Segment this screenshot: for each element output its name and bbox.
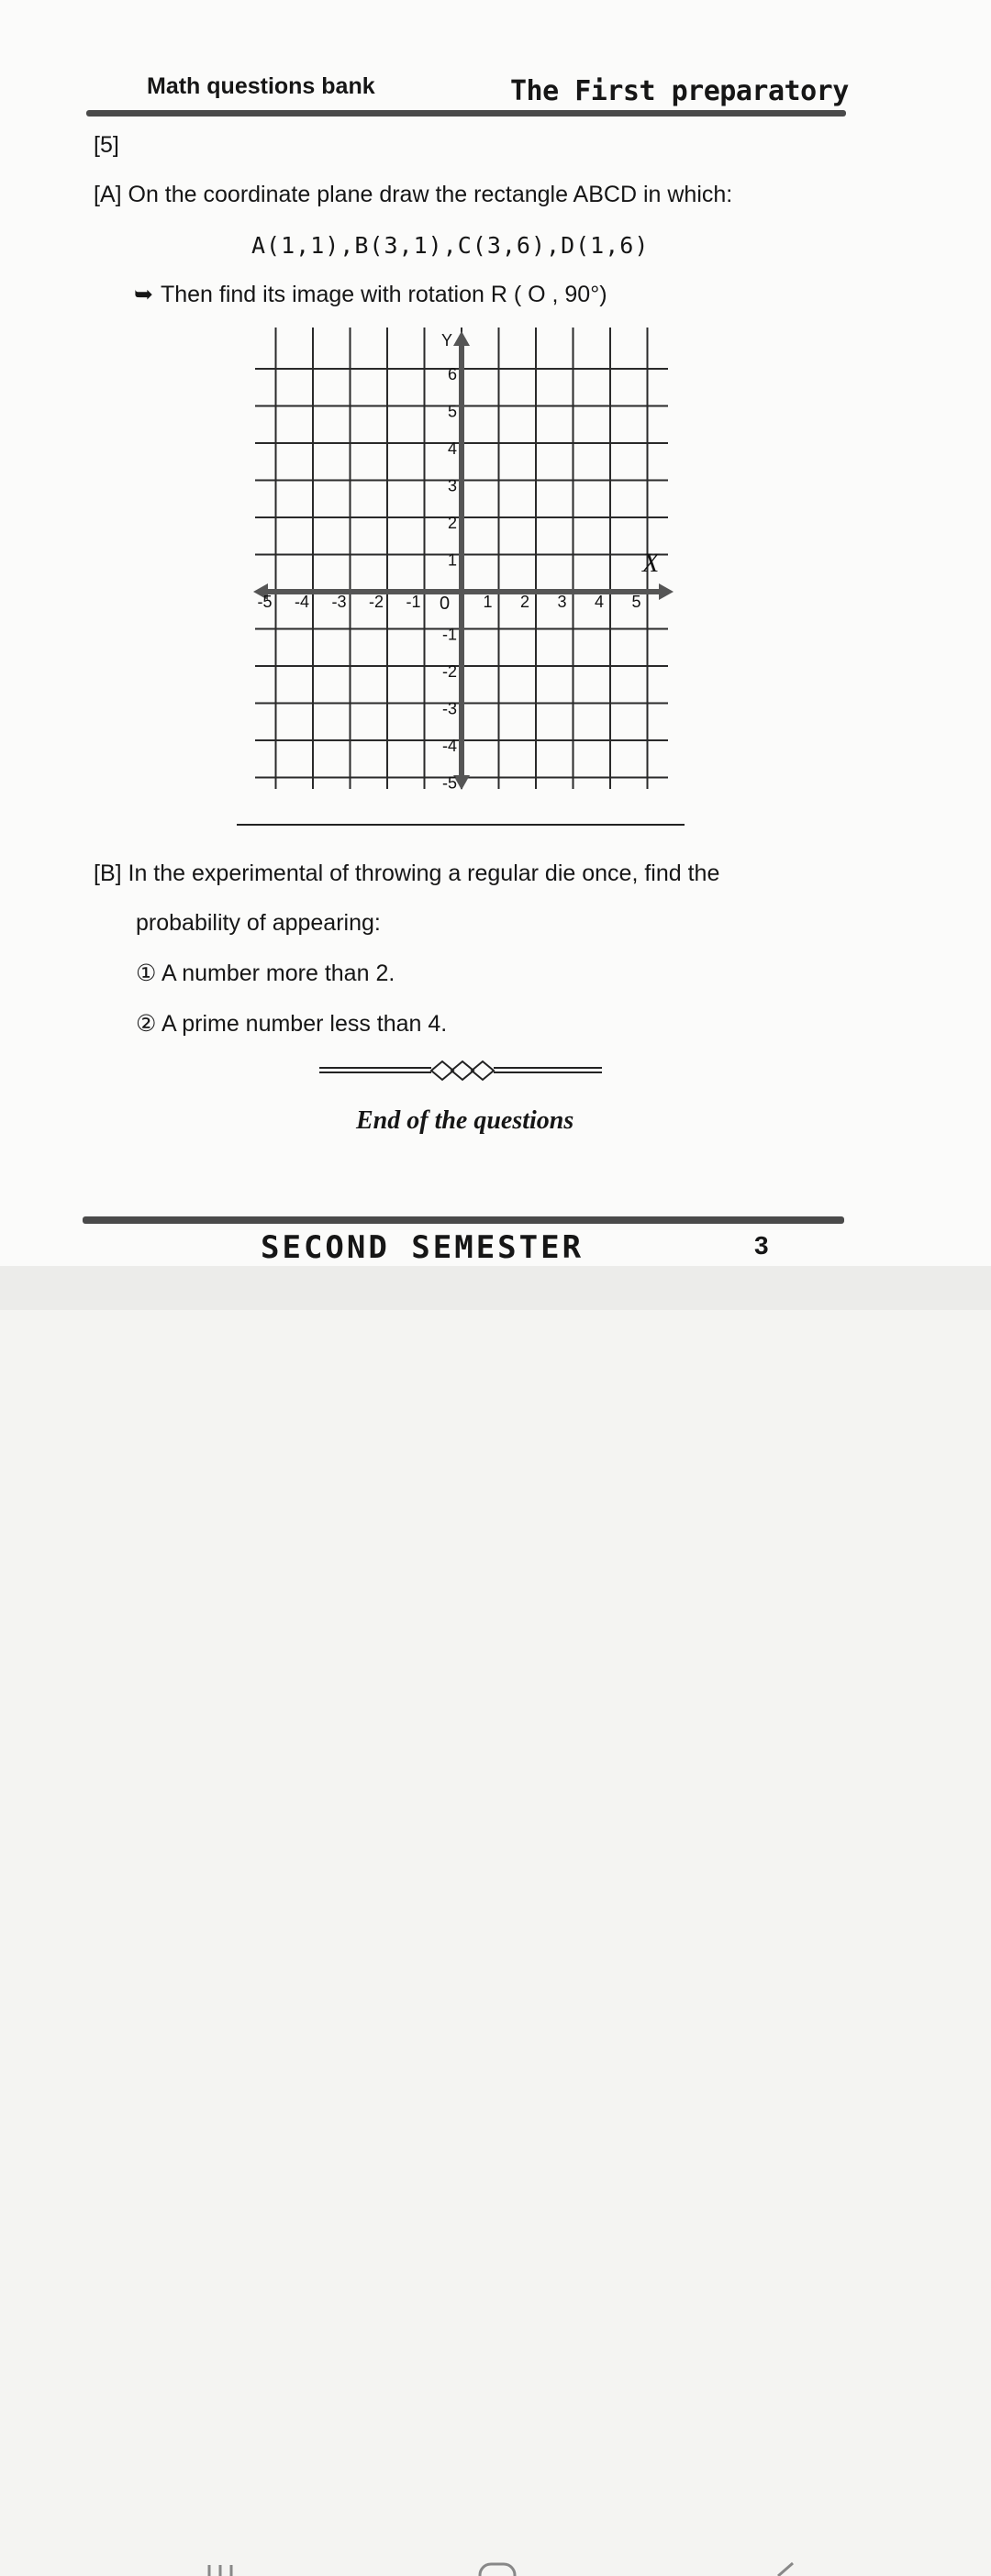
x-tick-label: 1: [483, 593, 493, 611]
footer-rule: [83, 1216, 844, 1224]
system-navigation-bar: [0, 1266, 991, 1310]
x-tick-label: -2: [368, 593, 384, 611]
rotation-text: Then find its image with rotation R ( O , 90°): [160, 282, 607, 307]
y-tick-label: 2: [447, 514, 457, 532]
separator-line: [237, 824, 685, 826]
end-of-questions: End of the questions: [356, 1106, 574, 1135]
y-tick-labels: [442, 365, 457, 793]
y-tick-label: -4: [441, 737, 457, 755]
rectangle-points: A(1,1),B(3,1),C(3,6),D(1,6): [251, 232, 650, 259]
probability-item-1: ① A number more than 2.: [136, 960, 395, 986]
header-left: Math questions bank: [147, 73, 375, 99]
x-axis-label: X: [642, 548, 660, 578]
document-page: [0, 0, 991, 1266]
recent-apps-icon[interactable]: [204, 2561, 240, 2576]
x-tick-label: -5: [257, 593, 273, 611]
coordinate-plane: [248, 326, 679, 794]
x-tick-label: 4: [594, 593, 605, 611]
home-icon[interactable]: [477, 2561, 518, 2576]
y-axis-arrow-up: [453, 331, 470, 346]
question-part-b: [B] In the experimental of throwing a regular die once, find the: [94, 861, 720, 886]
origin-label: 0: [440, 594, 451, 614]
probability-item-2: ② A prime number less than 4.: [136, 1011, 448, 1037]
y-tick-label: -3: [441, 699, 457, 718]
hand-pointer-icon: ➥: [134, 282, 153, 307]
y-tick-label: 5: [447, 402, 457, 421]
x-axis-arrow-right: [659, 583, 674, 600]
y-axis-label: Y: [441, 331, 453, 350]
y-tick-label: 6: [447, 365, 457, 383]
rotation-instruction: [134, 281, 607, 308]
y-tick-label: -1: [441, 625, 457, 644]
footer-title: SECOND SEMESTER: [261, 1229, 585, 1266]
x-tick-label: 2: [519, 593, 530, 611]
question-part-a: [A] On the coordinate plane draw the rectangle ABCD in which:: [94, 182, 733, 207]
x-tick-label: -1: [406, 593, 421, 611]
question-number: [5]: [94, 132, 119, 158]
ornament-divider: [319, 1057, 604, 1084]
x-tick-label: -4: [294, 593, 310, 611]
header-right: The First preparatory: [510, 75, 849, 107]
page-number: 3: [754, 1231, 769, 1260]
x-tick-label: -3: [331, 593, 347, 611]
y-tick-label: -2: [441, 662, 457, 681]
y-tick-label: 3: [447, 476, 457, 495]
y-tick-label: 1: [447, 550, 457, 570]
question-part-b-cont: probability of appearing:: [136, 910, 381, 936]
header-rule: [86, 110, 846, 117]
x-tick-label: 5: [631, 593, 641, 611]
y-tick-label: -5: [441, 773, 457, 793]
y-tick-label: 4: [447, 439, 457, 458]
back-icon[interactable]: [769, 2561, 800, 2576]
x-tick-label: 3: [557, 593, 567, 611]
